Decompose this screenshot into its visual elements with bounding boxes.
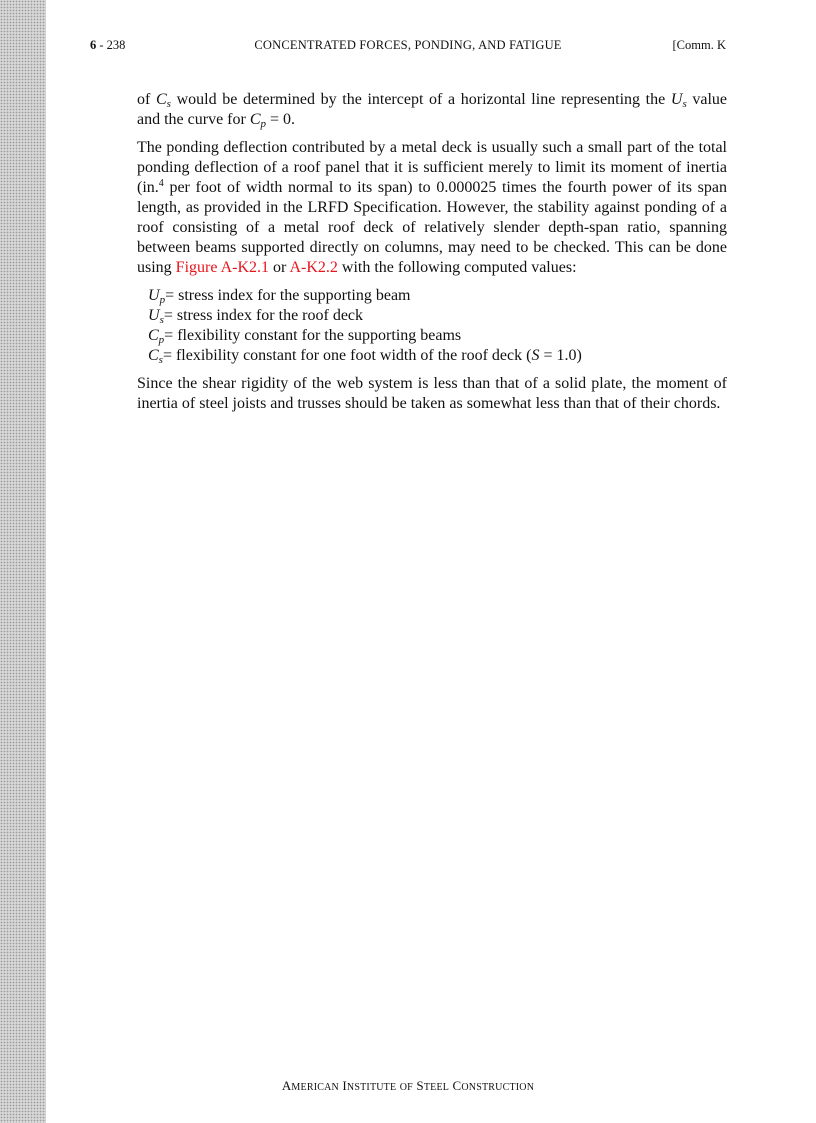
definition-list bbox=[148, 286, 727, 366]
section-label: [Comm. K bbox=[672, 38, 726, 52]
page-body bbox=[137, 90, 727, 414]
page-number: 6 - 238 bbox=[90, 38, 126, 52]
definition-item: $C_s=$ flexibility constant for one foot width of the roof deck (S = 1.0) bbox=[148, 347, 582, 366]
definition-item: $U_s=$ stress index for the roof deck bbox=[148, 307, 364, 326]
page-edge-strip bbox=[0, 0, 46, 1123]
paragraph-2: The ponding deflection contributed by a metal deck is usually such a small part of the total ponding deflection of a roof panel that it is sufficient merely to limit its moment of inertia (in.$^4$ per foot of width normal to its span) to 0.000025 times the fourth power of its span length, as provided in the LRFD Specification. However, the stability against ponding of a roof consisting of a metal roof deck of relatively slender depth-span ratio, spanning between beams supported directly on columns, may need to be checked. This can be done using Figure A-K2.1 or A-K2.2 with the following computed values: bbox=[137, 139, 727, 276]
publisher-footer: AMERICAN INSTITUTE OF STEEL CONSTRUCTION bbox=[281, 1078, 535, 1093]
figure-link-a-k2-1[interactable]: Figure A-K2.1 bbox=[175, 259, 269, 276]
paragraph-1: of $C_s$ would be determined by the intercept of a horizontal line representing the $U_s$ value and the curve for $C_p = 0$. bbox=[137, 91, 728, 130]
paragraph-3: Since the shear rigidity of the web system is less than that of a solid plate, the moment of inertia of steel joists and trusses should be taken as somewhat less than that of their chords. bbox=[137, 375, 727, 412]
chapter-title: CONCENTRATED FORCES, PONDING, AND FATIGUE bbox=[254, 38, 562, 52]
definition-item: $U_p=$ stress index for the supporting beam bbox=[148, 287, 411, 306]
figure-link-a-k2-2[interactable]: A-K2.2 bbox=[289, 259, 338, 276]
running-header bbox=[90, 38, 726, 56]
definition-item: $C_p=$ flexibility constant for the supporting beams bbox=[148, 327, 462, 346]
